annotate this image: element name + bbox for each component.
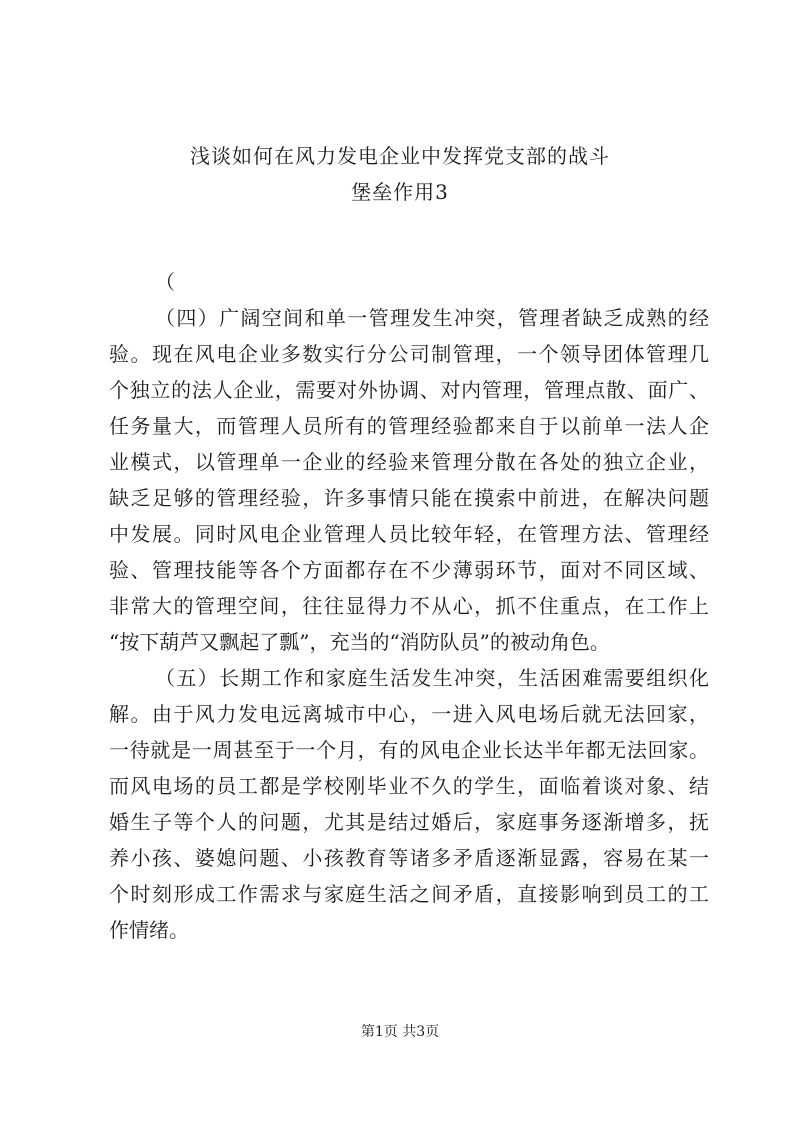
body-line: 一待就是一周甚至于一个月，有的风电企业长达半年都无法回家。 (109, 738, 709, 762)
paragraph-5-first-line: （五）长期工作和家庭生活发生冲突，生活困难需要组织化 (155, 666, 709, 690)
body-line: 养小孩、婆媳问题、小孩教育等诸多矛盾逐渐显露，容易在某一 (109, 846, 709, 870)
body-line: 非常大的管理空间，往往显得力不从心，抓不住重点，在工作上 (109, 594, 709, 618)
title-line-2: 堡垒作用3 (351, 180, 449, 204)
document-title (100, 138, 700, 210)
body-line: 中发展。同时风电企业管理人员比较年轻，在管理方法、管理经 (109, 522, 709, 546)
body-line: 个时刻形成工作需求与家庭生活之间矛盾，直接影响到员工的工 (109, 882, 709, 906)
body-line: 而风电场的员工都是学校刚毕业不久的学生，面临着谈对象、结 (109, 774, 709, 798)
body-line: 婚生子等个人的问题，尤其是结过婚后，家庭事务逐渐增多，抚 (109, 810, 709, 834)
body-line: 业模式，以管理单一企业的经验来管理分散在各处的独立企业， (109, 450, 709, 474)
paragraph-4-first-line: （四）广阔空间和单一管理发生冲突，管理者缺乏成熟的经 (155, 306, 709, 330)
body-line: 任务量大，而管理人员所有的管理经验都来自于以前单一法人企 (109, 414, 709, 438)
body-line: 个独立的法人企业，需要对外协调、对内管理，管理点散、面广、 (109, 378, 709, 402)
body-line: 缺乏足够的管理经验，许多事情只能在摸索中前进，在解决问题 (109, 486, 709, 510)
body-line: （ (155, 270, 175, 294)
document-body (109, 264, 709, 948)
paragraph-5-last-line: 作情绪。 (109, 918, 189, 942)
body-line: 验、管理技能等各个方面都存在不少薄弱环节，面对不同区域、 (109, 558, 709, 582)
title-line-1: 浅谈如何在风力发电企业中发挥党支部的战斗 (190, 144, 610, 168)
body-line: 解。由于风力发电远离城市中心，一进入风电场后就无法回家， (109, 702, 709, 726)
body-line: 验。现在风电企业多数实行分公司制管理，一个领导团体管理几 (109, 342, 709, 366)
page-number-footer: 第1页 共3页 (360, 1024, 440, 1040)
paragraph-4-last-line: “按下葫芦又飘起了瓢”，充当的“消防队员”的被动角色。 (109, 630, 610, 654)
